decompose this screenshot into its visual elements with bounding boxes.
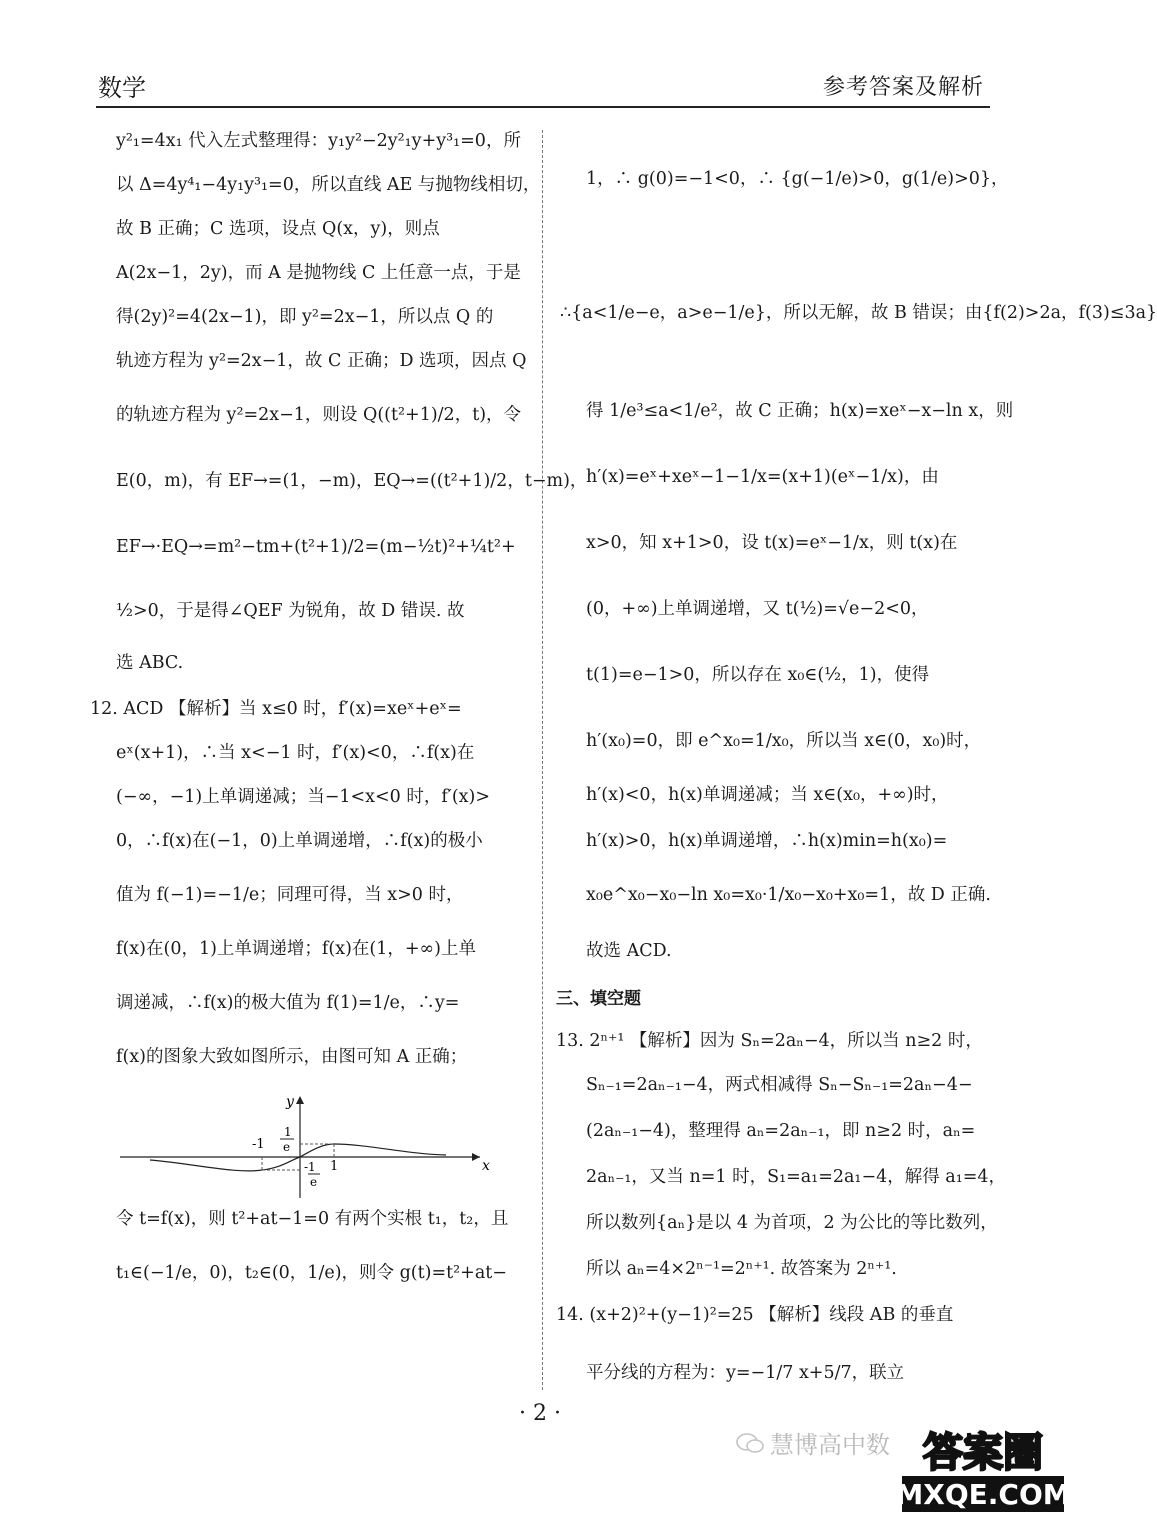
svg-text:MXQE.COM: MXQE.COM	[895, 1478, 1071, 1511]
text-line: 故 B 正确；C 选项，设点 Q(x，y)，则点	[116, 219, 440, 239]
tick-one: 1	[330, 1159, 339, 1174]
text-line: EF→·EQ→=m²−tm+(t²+1)/2=(m−½t)²+¼t²+	[116, 537, 516, 557]
text-line: x₀e^x₀−x₀−ln x₀=x₀·1/x₀−x₀+x₀=1，故 D 正确.	[586, 885, 991, 905]
text-line: f(x)在(0，1)上单调递增；f(x)在(1，+∞)上单	[116, 939, 476, 959]
text-line: 以 Δ=4y⁴₁−4y₁y³₁=0，所以直线 AE 与抛物线相切，	[116, 175, 541, 195]
text-line: t(1)=e−1>0，所以存在 x₀∈(½，1)，使得	[586, 665, 930, 685]
label-one-over-e-num: 1	[284, 1125, 292, 1139]
text-line: 所以数列{aₙ}是以 4 为首项，2 为公比的等比数列，	[586, 1213, 998, 1233]
page-number: · 2 ·	[519, 1401, 561, 1426]
text-line: 令 t=f(x)，则 t²+at−1=0 有两个实根 t₁，t₂，且	[116, 1209, 509, 1229]
text-line: 值为 f(−1)=−1/e；同理可得，当 x>0 时，	[116, 885, 464, 905]
text-line: h′(x₀)=0，即 e^x₀=1/x₀，所以当 x∈(0，x₀)时，	[586, 731, 982, 751]
subject-label: 数学	[98, 74, 146, 102]
tick-neg-one: -1	[252, 1137, 265, 1152]
watermark-text: 慧博高中数	[770, 1431, 890, 1459]
text-line: (−∞，−1)上单调递减；当−1<x<0 时，f′(x)>	[116, 787, 491, 807]
answer-13-line: 13. 2ⁿ⁺¹ 【解析】因为 Sₙ=2aₙ−4，所以当 n≥2 时，	[556, 1031, 983, 1051]
answer-12-line: 12. ACD 【解析】当 x≤0 时，f′(x)=xeˣ+eˣ=	[90, 699, 462, 719]
y-axis-arrow	[296, 1096, 304, 1104]
label-one-over-e-den: e	[283, 1140, 291, 1154]
x-axis-arrow	[472, 1153, 480, 1161]
text-line: h′(x)<0，h(x)单调递减；当 x∈(x₀，+∞)时，	[586, 785, 949, 805]
section-heading: 三、填空题	[556, 989, 641, 1009]
text-line: x>0，知 x+1>0，设 t(x)=eˣ−1/x，则 t(x)在	[586, 533, 958, 553]
column-divider	[542, 130, 543, 1390]
text-line: E(0，m)，有 EF→=(1，−m)，EQ→=((t²+1)/2，t−m)，	[116, 471, 588, 491]
svg-text:答案圈: 答案圈	[923, 1430, 1043, 1476]
text-line: 所以 aₙ=4×2ⁿ⁻¹=2ⁿ⁺¹. 故答案为 2ⁿ⁺¹.	[586, 1259, 897, 1279]
text-line: f(x)的图象大致如图所示，由图可知 A 正确；	[116, 1047, 468, 1067]
text-line: 平分线的方程为：y=−1/7 x+5/7，联立	[586, 1363, 905, 1383]
answer-14-line: 14. (x+2)²+(y−1)²=25 【解析】线段 AB 的垂直	[556, 1305, 954, 1325]
text-line: h′(x)>0，h(x)单调递增，∴h(x)min=h(x₀)=	[586, 831, 948, 851]
header-title: 参考答案及解析	[822, 75, 984, 100]
text-line: 调递减，∴f(x)的极大值为 f(1)=1/e，∴y=	[116, 993, 460, 1013]
text-line: Sₙ₋₁=2aₙ₋₁−4，两式相减得 Sₙ−Sₙ₋₁=2aₙ−4−	[586, 1075, 973, 1095]
text-line: h′(x)=eˣ+xeˣ−1−1/x=(x+1)(eˣ−1/x)，由	[586, 467, 939, 487]
text-line: eˣ(x+1)，∴当 x<−1 时，f′(x)<0，∴f(x)在	[116, 743, 475, 763]
text-line: 得(2y)²=4(2x−1)，即 y²=2x−1，所以点 Q 的	[116, 307, 494, 327]
text-line: y²₁=4x₁ 代入左式整理得：y₁y²−2y²₁y+y³₁=0，所	[116, 131, 521, 151]
label-neg-one-over-e-den: e	[310, 1175, 318, 1189]
text-line: ½>0，于是得∠QEF 为锐角，故 D 错误. 故	[116, 601, 465, 621]
function-graph	[116, 1092, 496, 1188]
text-line: 故选 ACD.	[586, 941, 672, 961]
text-line: t₁∈(−1/e，0)，t₂∈(0，1/e)，则令 g(t)=t²+at−	[116, 1263, 507, 1283]
text-line: (0，+∞)上单调递增，又 t(½)=√e−2<0，	[586, 599, 929, 619]
text-line: (2aₙ₋₁−4)，整理得 aₙ=2aₙ₋₁，即 n≥2 时，aₙ=	[586, 1121, 976, 1141]
text-line: 选 ABC.	[116, 653, 184, 673]
text-line: 1，∴ g(0)=−1<0，∴ {g(−1/e)>0，g(1/e)>0}，	[586, 169, 1009, 189]
text-line: 轨迹方程为 y²=2x−1，故 C 正确；D 选项，因点 Q	[116, 351, 527, 371]
text-line: ∴{a<1/e−e，a>e−1/e}，所以无解，故 B 错误；由{f(2)>2a，f(3)≤3a}	[560, 303, 1157, 323]
y-axis-label: y	[286, 1094, 294, 1110]
wechat-icon	[736, 1432, 764, 1454]
text-line: 得 1/e³≤a<1/e²，故 C 正确；h(x)=xeˣ−x−ln x，则	[586, 401, 1014, 421]
text-line: A(2x−1，2y)，而 A 是抛物线 C 上任意一点，于是	[116, 263, 521, 283]
text-line: 的轨迹方程为 y²=2x−1，则设 Q((t²+1)/2，t)，令	[116, 405, 522, 425]
text-line: 0，∴f(x)在(−1，0)上单调递增，∴f(x)的极小	[116, 831, 483, 851]
header-rule	[96, 106, 990, 108]
text-line: 2aₙ₋₁，又当 n=1 时，S₁=a₁=2a₁−4，解得 a₁=4，	[586, 1167, 1007, 1187]
label-neg-one-over-e-num: -1	[304, 1160, 316, 1174]
site-logo	[895, 1422, 1071, 1518]
x-axis-label: x	[482, 1158, 490, 1174]
